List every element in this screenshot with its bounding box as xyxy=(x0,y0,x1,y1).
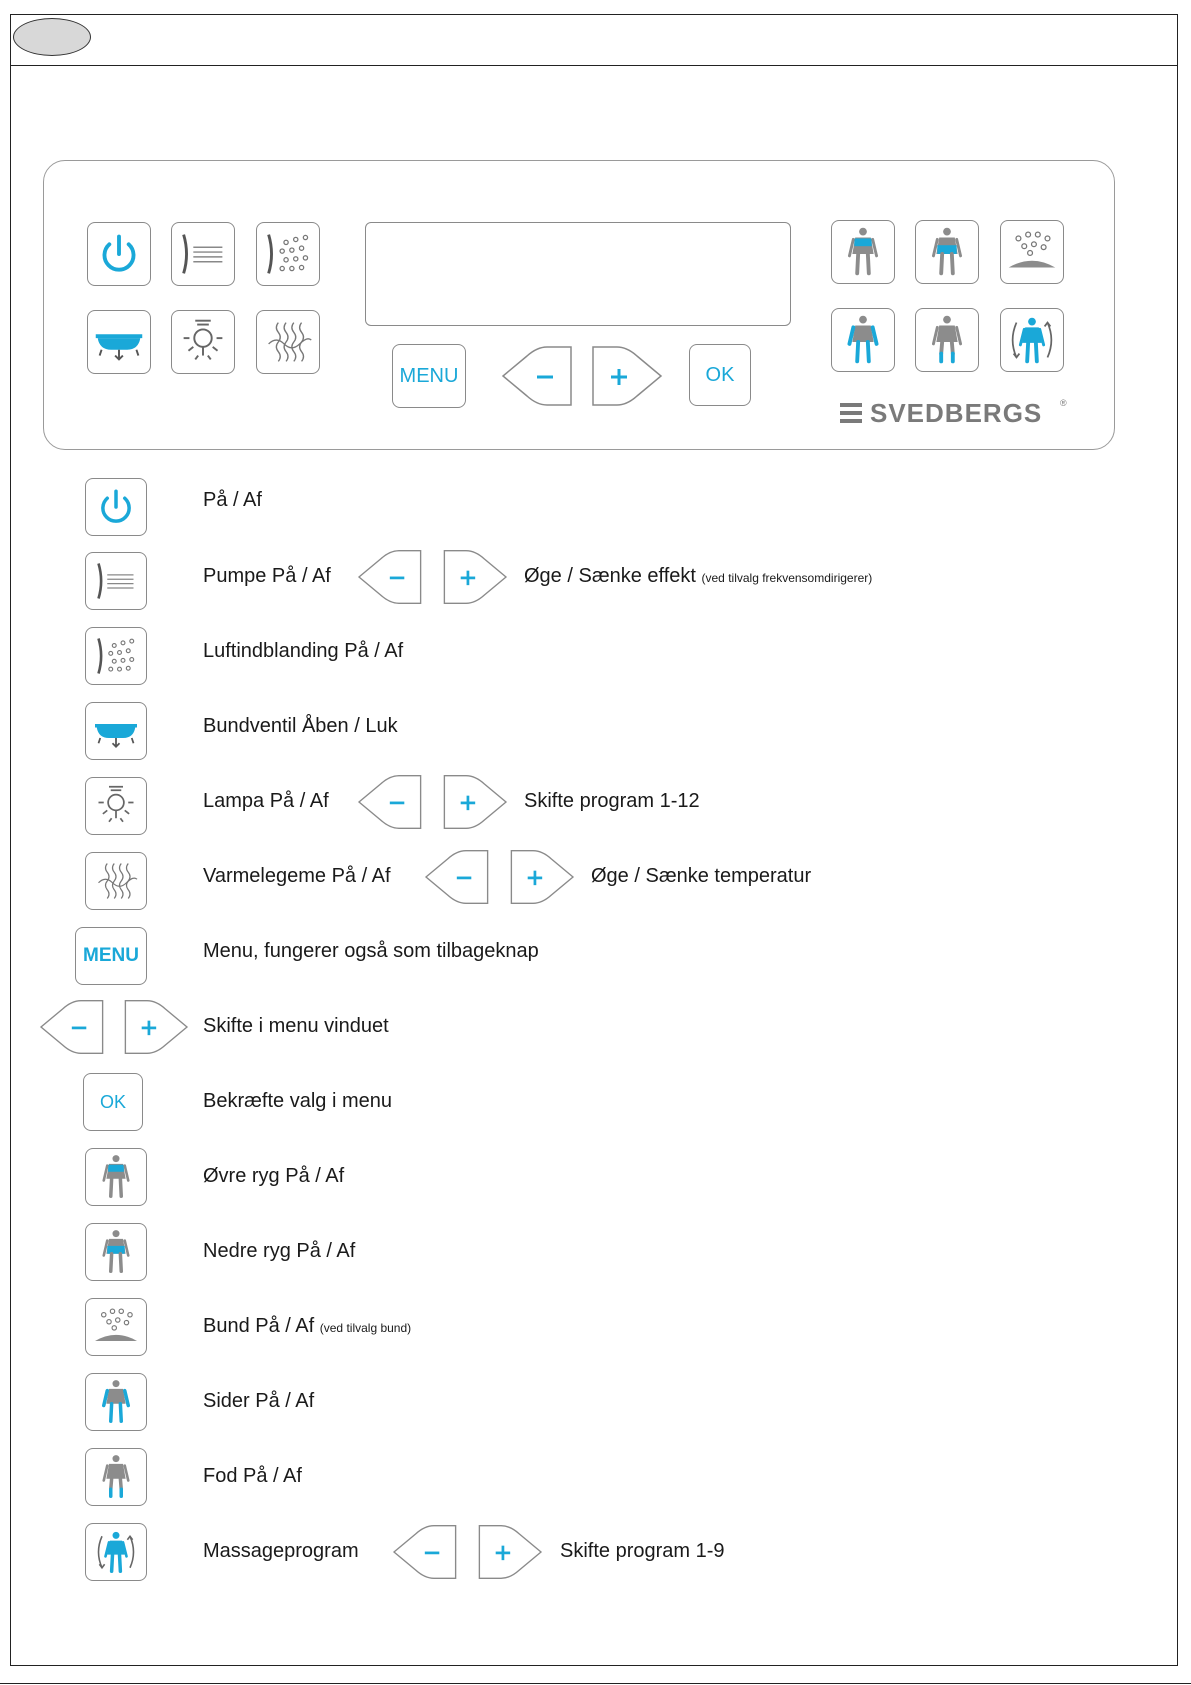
plus-icon xyxy=(506,848,582,906)
plus-icon xyxy=(591,344,667,408)
legend-heater-text: Varmelegeme På / Af xyxy=(203,865,391,887)
legend-bottom-note: (ved tilvalg bund) xyxy=(319,1321,412,1335)
lamp-icon xyxy=(86,778,146,834)
sides-body-icon xyxy=(86,1374,146,1430)
legend-massage-icon-box xyxy=(85,1523,147,1581)
legend-drain-icon-box xyxy=(85,702,147,760)
plus-icon xyxy=(439,548,515,606)
heat-waves-icon xyxy=(257,311,319,373)
air-bubbles-icon xyxy=(86,628,146,684)
logo-mark-icon xyxy=(838,400,864,426)
heat-waves-icon xyxy=(86,853,146,909)
pump-jets-icon xyxy=(172,223,234,285)
legend-heater-minus xyxy=(417,848,493,906)
legend-air-icon-box xyxy=(85,627,147,685)
legend-sides-icon-box xyxy=(85,1373,147,1431)
display-screen xyxy=(365,222,791,326)
plus-icon xyxy=(474,1523,550,1581)
panel-drain-button[interactable] xyxy=(87,310,151,374)
legend-bottom-icon-box xyxy=(85,1298,147,1356)
panel-sides-button[interactable] xyxy=(831,308,895,372)
lamp-icon xyxy=(172,311,234,373)
minus-icon xyxy=(417,848,493,906)
power-icon xyxy=(86,479,146,535)
legend-pump-adjust: Øge / Sænke effekt xyxy=(524,565,696,587)
panel-bottom-button[interactable] xyxy=(1000,220,1064,284)
panel-heater-button[interactable] xyxy=(256,310,320,374)
svedbergs-logo xyxy=(838,398,1074,428)
legend-pump-adjust-text xyxy=(524,565,872,588)
massage-program-icon xyxy=(1001,309,1063,371)
upper-back-body-icon xyxy=(832,221,894,283)
legend-pump-text: Pumpe På / Af xyxy=(203,565,331,587)
legend-heater-adjust-text: Øge / Sænke temperatur xyxy=(591,865,812,887)
legend-upper-back-text: Øvre ryg På / Af xyxy=(203,1165,345,1187)
lower-back-body-icon xyxy=(86,1224,146,1280)
bathtub-drain-icon xyxy=(86,703,146,759)
legend-air-text: Luftindblanding På / Af xyxy=(203,640,404,662)
minus-icon xyxy=(497,344,573,408)
legend-feet-text: Fod På / Af xyxy=(203,1465,302,1487)
panel-minus-button[interactable] xyxy=(497,344,573,408)
panel-ok-button[interactable]: OK xyxy=(689,344,751,406)
plus-icon xyxy=(120,998,196,1056)
plus-icon xyxy=(439,773,515,831)
upper-back-body-icon xyxy=(86,1149,146,1205)
panel-massage-button[interactable] xyxy=(1000,308,1064,372)
legend-lamp-text: Lampa På / Af xyxy=(203,790,329,812)
air-bubbles-icon xyxy=(257,223,319,285)
panel-feet-button[interactable] xyxy=(915,308,979,372)
minus-icon xyxy=(32,998,108,1056)
feet-body-icon xyxy=(916,309,978,371)
panel-pump-button[interactable] xyxy=(171,222,235,286)
legend-feet-icon-box xyxy=(85,1448,147,1506)
legend-power-icon-box xyxy=(85,478,147,536)
logo-registered: ® xyxy=(1060,398,1067,408)
bottom-bubbles-icon xyxy=(86,1299,146,1355)
panel-menu-button[interactable]: MENU xyxy=(392,344,466,408)
logo-text: SVEDBERGS xyxy=(870,398,1043,428)
legend-lower-back-icon-box xyxy=(85,1223,147,1281)
legend-pump-icon-box xyxy=(85,552,147,610)
legend-ok-text: Bekræfte valg i menu xyxy=(203,1090,392,1112)
legend-nav-minus xyxy=(32,998,108,1056)
legend-lamp-plus xyxy=(439,773,515,831)
panel-power-button[interactable] xyxy=(87,222,151,286)
legend-upper-back-icon-box xyxy=(85,1148,147,1206)
legend-lamp-adjust-text: Skifte program 1-12 xyxy=(524,790,700,812)
legend-massage-minus xyxy=(385,1523,461,1581)
legend-pump-minus xyxy=(350,548,426,606)
lower-back-body-icon xyxy=(916,221,978,283)
legend-massage-text: Massageprogram xyxy=(203,1540,359,1562)
bathtub-drain-icon xyxy=(88,311,150,373)
legend-massage-plus xyxy=(474,1523,550,1581)
legend-pump-plus xyxy=(439,548,515,606)
legend-menu-text: Menu, fungerer også som tilbageknap xyxy=(203,940,539,962)
pump-jets-icon xyxy=(86,553,146,609)
footer-rule xyxy=(0,1683,1191,1684)
page-header xyxy=(10,14,1178,66)
legend-heater-plus xyxy=(506,848,582,906)
legend-sides-text: Sider På / Af xyxy=(203,1390,315,1412)
bottom-bubbles-icon xyxy=(1001,221,1063,283)
panel-lower-back-button[interactable] xyxy=(915,220,979,284)
legend-nav-plus xyxy=(120,998,196,1056)
legend-drain-text: Bundventil Åben / Luk xyxy=(203,715,398,737)
legend-ok-box: OK xyxy=(83,1073,143,1131)
legend-power-text: På / Af xyxy=(203,489,262,511)
legend-lamp-icon-box xyxy=(85,777,147,835)
legend-menu-box: MENU xyxy=(75,927,147,985)
legend-heater-icon-box xyxy=(85,852,147,910)
minus-icon xyxy=(350,773,426,831)
page-number-tab xyxy=(13,18,91,56)
panel-plus-button[interactable] xyxy=(591,344,667,408)
legend-navigate-text: Skifte i menu vinduet xyxy=(203,1015,389,1037)
panel-air-button[interactable] xyxy=(256,222,320,286)
panel-upper-back-button[interactable] xyxy=(831,220,895,284)
power-icon xyxy=(88,223,150,285)
minus-icon xyxy=(350,548,426,606)
massage-program-icon xyxy=(86,1524,146,1580)
legend-bottom: Bund På / Af xyxy=(203,1315,315,1337)
legend-lamp-minus xyxy=(350,773,426,831)
sides-body-icon xyxy=(832,309,894,371)
legend-lower-back-text: Nedre ryg På / Af xyxy=(203,1240,356,1262)
panel-lamp-button[interactable] xyxy=(171,310,235,374)
legend-bottom-text xyxy=(203,1315,411,1338)
legend-massage-adjust-text: Skifte program 1-9 xyxy=(560,1540,725,1562)
minus-icon xyxy=(385,1523,461,1581)
feet-body-icon xyxy=(86,1449,146,1505)
legend-pump-note: (ved tilvalg frekvensomdirigerer) xyxy=(701,571,873,585)
